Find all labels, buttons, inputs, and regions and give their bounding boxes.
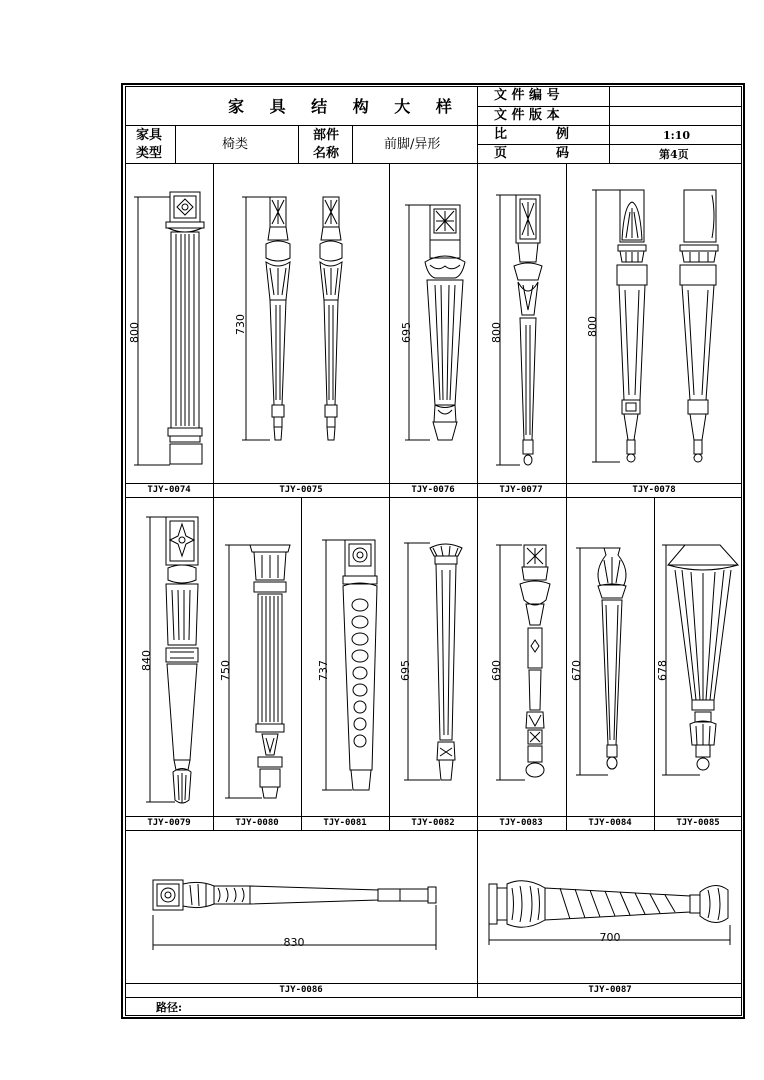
part-label-b: 名称 [313,146,340,161]
leg-0079 [166,517,198,803]
length-dimension: 830 [283,936,305,949]
page-label-a: 页 [494,146,508,161]
leg-0087 [489,881,728,927]
leg-0075 [266,197,342,440]
leg-0083 [520,545,550,777]
type-label-b: 类型 [136,146,163,161]
leg-0082 [430,544,462,780]
part-code: TJY-0082 [411,818,455,828]
part-code: TJY-0076 [411,485,455,495]
height-dimension: 737 [317,660,330,681]
type-label-a: 家具 [136,128,163,143]
sheet-title: 家 具 结 构 大 样 [228,97,462,116]
part-code: TJY-0083 [499,818,543,828]
height-dimension: 800 [128,322,141,343]
part-code: TJY-0079 [147,818,191,828]
part-label-a: 部件 [313,128,340,143]
height-dimension: 670 [570,660,583,681]
part-code: TJY-0086 [279,985,323,995]
height-dimension: 800 [490,322,503,343]
scale-label-a: 比 [494,127,508,142]
leg-0080 [250,545,290,798]
part-code: TJY-0085 [676,818,720,828]
height-dimension: 695 [399,660,412,681]
leg-0076 [425,205,465,440]
page-value: 第4页 [659,148,689,161]
part-code: TJY-0084 [588,818,632,828]
leg-0078 [617,190,718,462]
file-no-label: 文 件 编 号 [494,88,560,103]
part-code: TJY-0075 [279,485,323,495]
leg-0074 [166,192,204,464]
height-dimension: 750 [219,660,232,681]
part-code: TJY-0081 [323,818,367,828]
leg-0085 [668,545,738,770]
path-label: 路径: [156,1001,183,1014]
scale-value: 1:10 [663,129,691,142]
height-dimension: 690 [490,660,503,681]
height-dimension: 695 [400,322,413,343]
leg-0081 [343,540,377,790]
leg-0084 [598,548,626,769]
scale-label-b: 例 [556,127,570,142]
part-code: TJY-0080 [235,818,279,828]
dimension-lines [134,190,730,950]
height-dimension: 730 [234,314,247,335]
part-code: TJY-0077 [499,485,543,495]
height-dimension: 800 [586,316,599,337]
type-value: 椅类 [222,137,249,152]
height-dimension: 678 [656,660,669,681]
part-code: TJY-0087 [588,985,632,995]
file-version-label: 文 件 版 本 [494,108,560,123]
page-label-b: 码 [556,146,570,161]
part-code: TJY-0078 [632,485,676,495]
length-dimension: 700 [599,931,621,944]
part-value: 前脚/异形 [384,137,441,152]
leg-0077 [514,195,542,465]
height-dimension: 840 [140,650,153,671]
part-code: TJY-0074 [147,485,191,495]
leg-0086 [153,880,436,910]
